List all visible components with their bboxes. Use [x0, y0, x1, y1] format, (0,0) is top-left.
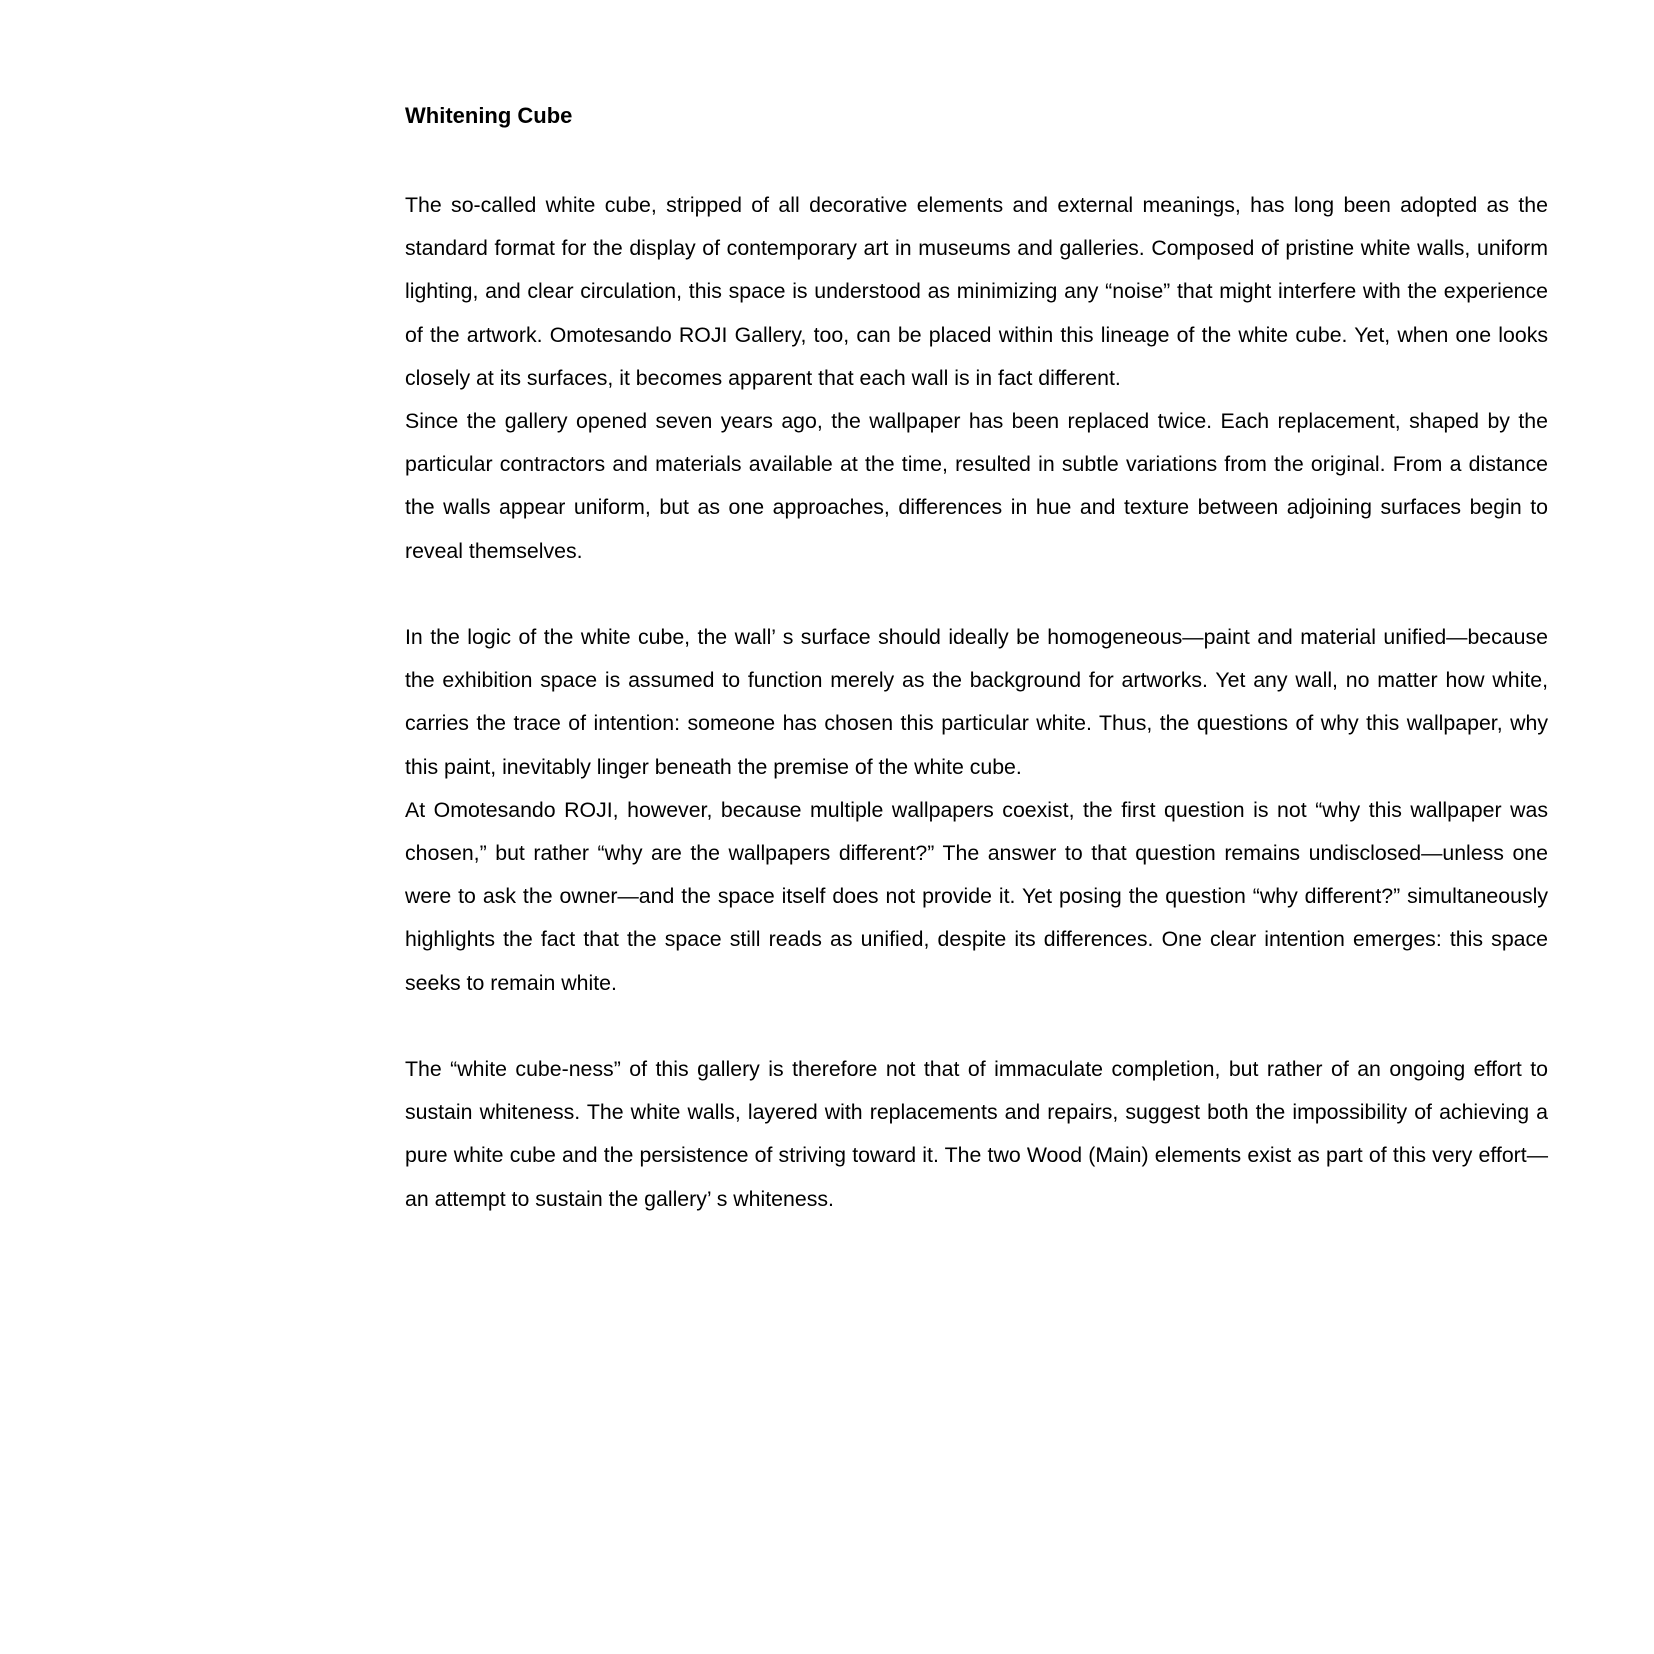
paragraph: At Omotesando ROJI, however, because multiple wallpapers coexist, the first question is not “why this wallpaper was chosen,” but rather “why are the wallpapers different?” The answer to that question remains undisclosed—unless one were to ask the owner—and the space itself does not provide it. Yet posing the question “why different?” simultaneously highlights the fact that the space still reads as unified, despite its differences. One clear intention emerges: this space seeks to remain white. — [405, 797, 1548, 995]
paragraph: In the logic of the white cube, the wall’ s surface should ideally be homogeneous—paint and material unified—because the exhibition space is assumed to function merely as the background for artworks. Yet any wall, no matter how white, carries the trace of intention: someone has chosen this particular white. Thus, the questions of why this wallpaper, why this paint, inevitably linger beneath the premise of the white cube. — [405, 625, 1548, 779]
section-white-cube-intro — [405, 184, 1548, 573]
paragraph: Since the gallery opened seven years ago, the wallpaper has been replaced twice. Each replacement, shaped by the particular contractors and materials available at the time, resulted in subtle variations from the original. From a distance the walls appear uniform, but as one approaches, differences in hue and texture between adjoining surfaces begin to reveal themselves. — [405, 409, 1548, 563]
section-logic-of-white-cube — [405, 616, 1548, 1005]
paragraph: The so-called white cube, stripped of all decorative elements and external meanings, has long been adopted as the standard format for the display of contemporary art in museums and galleries. Composed of pristine white walls, uniform lighting, and clear circulation, this space is understood as minimizing any “noise” that might interfere with the experience of the artwork. Omotesando ROJI Gallery, too, can be placed within this lineage of the white cube. Yet, when one looks closely at its surfaces, it becomes apparent that each wall is in fact different. — [405, 193, 1548, 390]
section-spacer — [405, 573, 1548, 616]
section-white-cube-ness — [405, 1048, 1548, 1221]
paragraph: The “white cube-ness” of this gallery is therefore not that of immaculate completion, but rather of an ongoing effort to sustain whiteness. The white walls, layered with replacements and repairs, suggest both the impossibility of achieving a pure white cube and the persistence of striving toward it. The two Wood (Main) elements exist as part of this very effort—an attempt to sustain the gallery’ s whiteness. — [405, 1057, 1548, 1211]
section-spacer — [405, 1005, 1548, 1048]
text-column — [405, 98, 1548, 1221]
document-title: Whitening Cube — [405, 103, 573, 128]
title-spacer — [405, 134, 1548, 184]
